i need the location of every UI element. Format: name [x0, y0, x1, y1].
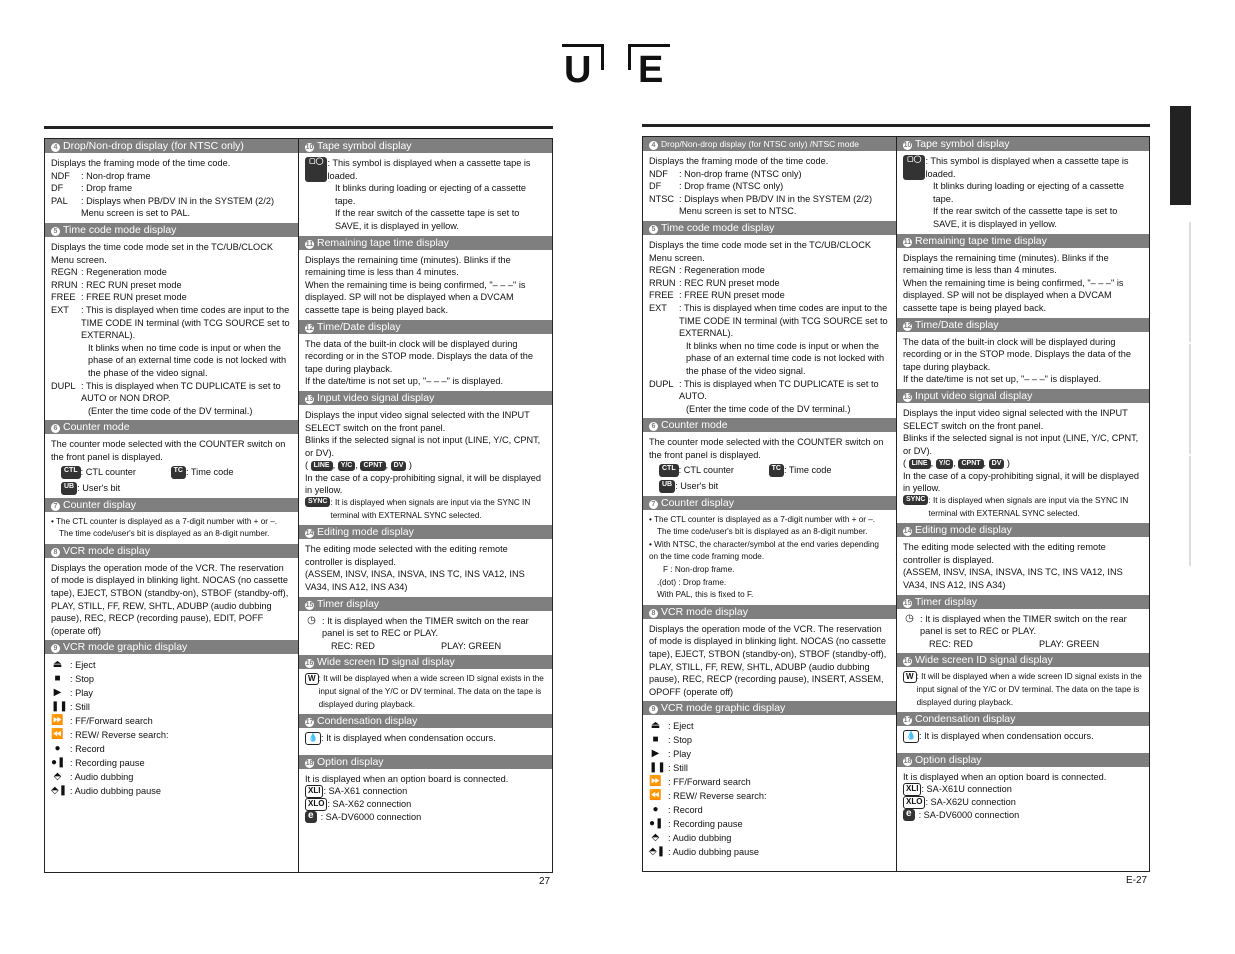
section-body: It is displayed when an option board is connected. XLI : SA-X61 connection XLO : SA-X62 connection e : SA-DV6000 connection [305, 773, 509, 822]
section-body: Displays the operation mode of the VCR. The reservation of mode is displayed in blinking light. NOCAS (no cassette tape), EJECT, STBON (standby-on), STBOF (standby-off), PLAY, STILL, FF, REW, SHTL, ADUBP (audio dubbing pause), REC, RECP (recording pause), EDIT, POFF (operate off) [51, 562, 289, 636]
section-body: The data of the built-in clock will be displayed during recording or in the STOP mode. Displays the data of the tape during playback. If the date/time is not set up, "– – –" is displayed. [903, 336, 1131, 385]
section-header: 6 Counter mode [643, 418, 896, 432]
yc-badge: Y/C [338, 461, 356, 471]
wide-screen-icon: W [903, 671, 917, 683]
fast-forward-icon: ⏩ [51, 715, 64, 727]
play-icon: ▶ [53, 687, 62, 699]
section-body: Displays the framing mode of the time code. NDF : Non-drop frame DF : Drop frame PAL : Displays when PB/DV IN in the SYSTEM (2/2) Menu screen is set to PAL. [51, 158, 275, 219]
tab-divider [1189, 456, 1191, 566]
audio-dubbing-pause-icon: ⬘❚ [649, 846, 666, 858]
section-body: Displays the remaining time (minutes). Blinks if the remaining time is less than 4 minutes. When the remaining time is being confirmed, "– – –" is displayed. SP will not be displayed when a DVCAM cassette tape is being played back. [903, 252, 1124, 313]
section-body: W : It will be displayed when a wide screen ID signal exists in the input signal of the Y/C or DV terminal. The data on the tape is displayed during playback. [299, 669, 552, 714]
dv-badge: DV [391, 461, 407, 471]
section-header: 18 Option display [897, 753, 1149, 767]
section-header: 12 Time/Date display [897, 318, 1149, 332]
tab-divider [1189, 344, 1191, 454]
page-rule [44, 126, 553, 129]
section-header: 13 Input video signal display [299, 391, 552, 405]
section-body: Displays the time code mode set in the TC/UB/CLOCK Menu screen. REGN : Regeneration mode RRUN : REC RUN preset mode FREE : FREE RUN preset mode EXT : This is displayed when time codes are input to the TIME CODE IN terminal (with TCG SOURCE set to EXTERNAL). It blinks when no time code is input or when the phase of an external time code is not locked with the phase of the video signal. DUPL : This is displayed when TC DUPLICATE is set to AUTO or NON DROP. (Enter the time code of the DV terminal.) [51, 241, 290, 416]
xli-badge: XLI [305, 785, 323, 798]
section-header: 8 VCR mode display [45, 544, 298, 558]
time-code-icon: TC [769, 464, 784, 477]
section-header: 17 Condensation display [299, 714, 552, 728]
section-body: • The CTL counter is displayed as a 7-digit number with + or –. The time code/user's bit is displayed as an 8-digit number. • With NTSC, the character/symbol at the end varies depending on the time code framing mode. F : Non-drop frame. .(dot) : Drop frame. With PAL, this is fixed to F. [649, 514, 879, 600]
section-header: 14 Editing mode display [299, 525, 552, 539]
audio-dubbing-pause-icon: ⬘❚ [51, 785, 68, 797]
stop-icon: ■ [652, 734, 659, 746]
right-page-col-1 [642, 136, 897, 872]
play-icon: ▶ [651, 748, 660, 760]
stop-icon: ■ [54, 673, 61, 685]
xlo-badge: XLO [903, 796, 925, 809]
condensation-icon: 💧 [903, 730, 919, 743]
users-bit-icon: UB [659, 480, 675, 493]
condensation-icon: 💧 [305, 732, 321, 745]
section-header: 5 Time code mode display [45, 223, 298, 237]
sync-badge: SYNC [305, 497, 330, 507]
section-header: 11 Remaining tape time display [299, 236, 552, 250]
section-header: 16 Wide screen ID signal display [299, 655, 552, 669]
time-code-icon: TC [171, 466, 186, 479]
section-body: • The CTL counter is displayed as a 7-digit number with + or –. The time code/user's bit is displayed as an 8-digit number. [51, 516, 278, 539]
page-number: E-27 [1126, 875, 1148, 886]
recording-pause-icon: ●❚ [649, 818, 664, 830]
section-body: ⏏ : Eject ■ : Stop ▶ : Play ❚❚ : Still ⏩ : FF/Forward search ⏪ : REW/ Reverse search: ● : Record ●❚ : Recording pause ⬘ : Audio dubbing ⬘❚ : Audio dubbing pause [649, 720, 767, 858]
section-header: 12 Time/Date display [299, 320, 552, 334]
xlo-badge: XLO [305, 798, 327, 811]
section-header: 6 Counter mode [45, 420, 298, 434]
still-icon: ❚❚ [649, 762, 666, 774]
cassette-tape-icon: ▢◯ [903, 155, 925, 180]
sync-badge: SYNC [903, 495, 928, 505]
section-header: 15 Timer display [299, 597, 552, 611]
section-body: The editing mode selected with the editing remote controller is displayed. (ASSEM, INSV, INSA, INSVA, INS TC, INS VA12, INS VA34, INS A12, INS A34) [903, 542, 1123, 591]
record-icon: ● [652, 804, 659, 816]
section-header: 7 Counter display [643, 496, 896, 510]
section-body: Displays the operation mode of the VCR. The reservation of mode is displayed in blinking light. NOCAS (no cassette tape), EJECT, STBON (standby-on), STBOF (standby-off), PLAY, STILL, FF, REW, SHTL, ADUBP (audio dubbing pause), REC, RECP (recording pause), INSERT, ASSEM, OPOFF (operate off) [649, 623, 887, 697]
tab-divider [1189, 222, 1191, 342]
cpnt-badge: CPNT [360, 461, 385, 471]
section-header: 4 Drop/Non-drop display (for NTSC only) /NTSC mode [643, 137, 896, 151]
section-body: 💧 : It is displayed when condensation occurs. [299, 728, 552, 755]
section-header: 10 Tape symbol display [299, 139, 552, 153]
section-header: 4 Drop/Non-drop display (for NTSC only) [45, 139, 298, 153]
left-page-col-2 [298, 138, 553, 873]
timer-clock-icon: ◷ [905, 612, 914, 624]
fast-forward-icon: ⏩ [649, 776, 662, 788]
page-number: 27 [539, 876, 551, 887]
section-body: The editing mode selected with the editing remote controller is displayed. (ASSEM, INSV, INSA, INSVA, INS TC, INS VA12, INS VA34, INS A12, INS A34) [305, 544, 525, 593]
section-body: The counter mode selected with the COUNTER switch on the front panel is displayed. CTL : CTL counter TC : Time code UB : User's bit [51, 439, 286, 494]
section-body: The data of the built-in clock will be displayed during recording or in the STOP mode. Displays the data of the tape during playback. If the date/time is not set up, "– – –" is displayed. [305, 338, 533, 387]
section-body: ⏏ : Eject ■ : Stop ▶ : Play ❚❚ : Still ⏩ : FF/Forward search ⏪ : REW/ Reverse search: ● : Record ●❚ : Recording pause ⬘ : Audio dubbing ⬘❚ : Audio dubbing pause [51, 659, 169, 797]
section-body: ▢◯ : This symbol is displayed when a cassette tape is loaded. It blinks during loading or ejecting of a cassette tape. If the rear switch of the cassette tape is set to SAVE, it is displayed in yellow. [299, 153, 552, 236]
section-body: Displays the input video signal selected with the INPUT SELECT switch on the front panel. Blinks if the selected signal is not input (LINE, Y/C, CPNT, or DV). ( LINE , Y/C , CPNT , DV ) In the case of a copy-prohibiting signal, it will be displayed in yellow. SYNC : It is displayed when signals are input via the SYNC IN terminal with EXTERNAL SYNC selected. [903, 407, 1139, 518]
section-body: 💧 : It is displayed when condensation occurs. [897, 726, 1149, 753]
timer-clock-icon: ◷ [307, 614, 316, 626]
section-header: 14 Editing mode display [897, 523, 1149, 537]
section-body: The counter mode selected with the COUNTER switch on the front panel is displayed. CTL : CTL counter TC : Time code UB : User's bit [649, 437, 884, 492]
e-board-icon: e [305, 811, 317, 824]
cpnt-badge: CPNT [958, 459, 983, 469]
recording-pause-icon: ●❚ [51, 757, 66, 769]
right-page-col-2 [896, 136, 1150, 872]
dv-badge: DV [989, 459, 1005, 469]
logo-u: U [562, 44, 606, 90]
section-header: 16 Wide screen ID signal display [897, 653, 1149, 667]
section-body: It is displayed when an option board is connected. XLI : SA-X61U connection XLO : SA-X62U connection e : SA-DV6000 connection [903, 771, 1107, 820]
audio-dubbing-icon: ⬘ [53, 771, 62, 783]
section-body: ◷ : It is displayed when the TIMER switch on the rear panel is set to REC or PLAY. REC: RED PLAY: GREEN [299, 611, 552, 656]
section-body: ◷ : It is displayed when the TIMER switch on the rear panel is set to REC or PLAY. REC: RED PLAY: GREEN [897, 609, 1149, 654]
users-bit-icon: UB [61, 482, 77, 495]
still-icon: ❚❚ [51, 701, 68, 713]
page-rule [642, 124, 1150, 127]
section-header: 9 VCR mode graphic display [643, 701, 896, 715]
section-body: Displays the remaining time (minutes). Blinks if the remaining time is less than 4 minutes. When the remaining time is being confirmed, "– – –" is displayed. SP will not be displayed when a DVCAM cassette tape is being played back. [305, 254, 526, 315]
section-body: W : It will be displayed when a wide screen ID signal exists in the input signal of the Y/C or DV terminal. The data on the tape is displayed during playback. [897, 667, 1149, 712]
yc-badge: Y/C [936, 459, 954, 469]
section-header: 11 Remaining tape time display [897, 234, 1149, 248]
eject-icon: ⏏ [52, 659, 63, 671]
rewind-icon: ⏪ [51, 729, 64, 741]
wide-screen-icon: W [305, 673, 319, 685]
section-body: Displays the input video signal selected with the INPUT SELECT switch on the front panel. Blinks if the selected signal is not input (LINE, Y/C, CPNT, or DV). ( LINE , Y/C , CPNT , DV ) In the case of a copy-prohibiting signal, it will be displayed in yellow. SYNC : It is displayed when signals are input via the SYNC IN terminal with EXTERNAL SYNC selected. [305, 409, 541, 520]
audio-dubbing-icon: ⬘ [651, 832, 660, 844]
section-header: 5 Time code mode display [643, 221, 896, 235]
left-page-col-1 [44, 138, 299, 873]
ctl-counter-icon: CTL [659, 464, 679, 477]
line-badge: LINE [311, 461, 333, 471]
section-header: 13 Input video signal display [897, 389, 1149, 403]
eject-icon: ⏏ [650, 720, 661, 732]
section-header: 17 Condensation display [897, 712, 1149, 726]
ctl-counter-icon: CTL [61, 466, 81, 479]
line-badge: LINE [909, 459, 931, 469]
section-header: 7 Counter display [45, 498, 298, 512]
chapter-tab-marker [1170, 106, 1191, 205]
section-header: 8 VCR mode display [643, 605, 896, 619]
section-header: 15 Timer display [897, 595, 1149, 609]
section-body: ▢◯ : This symbol is displayed when a cassette tape is loaded. It blinks during loading or ejecting of a cassette tape. If the rear switch of the cassette tape is set to SAVE, it is displayed in yellow. [897, 151, 1149, 234]
logo-e: E [628, 44, 672, 90]
record-icon: ● [54, 743, 61, 755]
section-header: 10 Tape symbol display [897, 137, 1149, 151]
section-header: 18 Option display [299, 755, 552, 769]
section-header: 9 VCR mode graphic display [45, 640, 298, 654]
section-body: Displays the time code mode set in the TC/UB/CLOCK Menu screen. REGN : Regeneration mode RRUN : REC RUN preset mode FREE : FREE RUN preset mode EXT : This is displayed when time codes are input to the TIME CODE IN terminal (with TCG SOURCE set to EXTERNAL). It blinks when no time code is input or when the phase of an external time code is not locked with the phase of the video signal. DUPL : This is displayed when TC DUPLICATE is set to AUTO. (Enter the time code of the DV terminal.) [649, 239, 888, 414]
cassette-tape-icon: ▢◯ [305, 157, 327, 182]
section-body: Displays the framing mode of the time code. NDF : Non-drop frame (NTSC only) DF : Drop frame (NTSC only) NTSC : Displays when PB/DV IN in the SYSTEM (2/2) Menu screen is set to NTSC. [649, 156, 873, 217]
xli-badge: XLI [903, 783, 921, 796]
e-board-icon: e [903, 809, 915, 822]
rewind-icon: ⏪ [649, 790, 662, 802]
